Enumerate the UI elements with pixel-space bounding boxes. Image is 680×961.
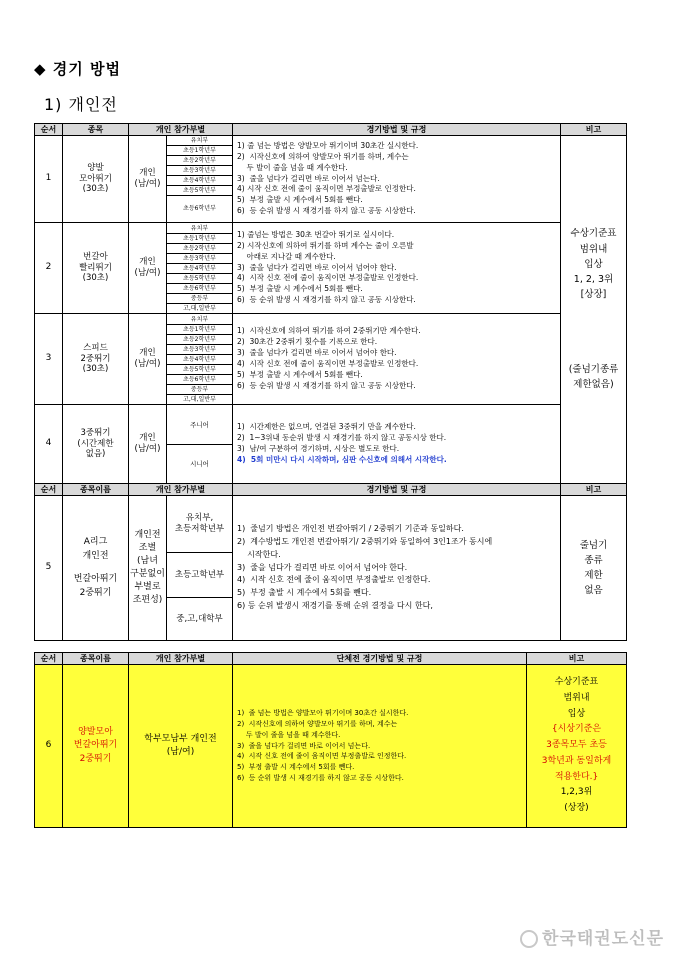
participant-line: (남/여) xyxy=(134,179,161,189)
participant-line: (남녀 xyxy=(137,555,158,566)
division: 유치부 xyxy=(167,315,232,325)
event-line: (30초) xyxy=(82,273,109,284)
remark-line: 범위내 xyxy=(563,692,590,703)
rule-line: 1) 줄 넘는 방법은 양발모아 뛰기이며 30초간 실시한다. xyxy=(237,709,409,718)
header-event: 종목이름 xyxy=(63,484,129,496)
division-line: 유치부, xyxy=(185,513,214,524)
row-participant xyxy=(129,665,233,828)
rule-line: 1) 줄넘기 방법은 개인전 번갈아뛰기 / 2중뛰기 기준과 동일하다. xyxy=(237,524,464,534)
division: 고,대,일반부 xyxy=(183,304,216,312)
remark-line: 줄넘기 xyxy=(579,539,608,551)
row-rules xyxy=(233,223,561,314)
rule-line: 6) 등 순위 발생 시 재경기를 하지 않고 공동 시상한다. xyxy=(237,380,416,390)
remark-line: [상장] xyxy=(580,289,607,301)
division: 초등5학년부 xyxy=(167,365,232,375)
division: 중,고,대학부 xyxy=(176,614,223,624)
event-line: 양발모아 xyxy=(78,726,113,737)
participant-line: 조편성) xyxy=(132,595,163,606)
rule-line: 2) 30초간 2중뛰기 횟수를 기록으로 한다. xyxy=(237,337,378,347)
header-participant: 개인 참가부별 xyxy=(129,484,233,496)
newspaper-watermark xyxy=(520,924,664,949)
participant-line: 개인 xyxy=(139,348,156,359)
header-rules: 경기방법 및 규정 xyxy=(233,484,561,496)
remark-line: 입상 xyxy=(584,258,603,270)
individual-events-table xyxy=(34,123,627,484)
event-line: 양발 xyxy=(87,163,104,174)
header-no: 순서 xyxy=(35,124,63,136)
row-event xyxy=(63,223,129,314)
row-no: 2 xyxy=(35,223,63,314)
division: 초등1학년부 xyxy=(167,146,232,156)
row-no: 1 xyxy=(35,136,63,223)
remark-line: 수상기준표 xyxy=(570,228,617,240)
watermark-text: 한국태권도신문 xyxy=(542,929,664,949)
section-subheading: 1) 개인전 xyxy=(44,95,118,114)
event-line: 모아뛰기 xyxy=(79,173,112,184)
remark-line: 범위내 xyxy=(579,243,608,255)
rule-line: 두 발이 줄을 넘을 때 계수한다. xyxy=(237,162,348,172)
division-line: 초등저학년부 xyxy=(174,524,225,534)
rule-line: 2) 시작신호에 의하여 뛰기를 하며 계수는 줄이 오른발 xyxy=(237,240,414,250)
row-event xyxy=(63,665,129,828)
division: 초등4학년부 xyxy=(167,355,232,365)
row-rules xyxy=(233,136,561,223)
participant-line: (남/여) xyxy=(134,359,161,369)
division: 초등2학년부 xyxy=(167,335,232,345)
event-line: 없음) xyxy=(85,449,106,460)
row-participant xyxy=(129,314,167,405)
participant-line: 개인 xyxy=(139,433,156,444)
event-line: (30초) xyxy=(82,184,109,195)
event-line: A리그 xyxy=(83,537,108,547)
header-rules: 경기방법 및 규정 xyxy=(233,124,561,136)
rule-line: 4) 시작 신호 전에 줄이 움직이면 부정출발로 인정한다. xyxy=(237,273,419,283)
rule-line: 시작한다. xyxy=(237,549,281,559)
rule-line: 아래로 지나갈 때 계수한다. xyxy=(237,251,336,261)
remark-line: 종류 xyxy=(584,554,603,566)
division: 중등부 xyxy=(167,294,232,304)
rule-line: 3) 줄을 넘다가 걸리면 바로 이어서 넘어야 한다. xyxy=(237,348,397,358)
rule-line: 2) 1~3위내 동순위 발생 시 재경기를 하지 않고 공동시상 한다. xyxy=(237,433,447,443)
rule-line: 4) 시작 신호 전에 줄이 움직이면 부정출발로 인정한다. xyxy=(237,359,419,368)
rule-line: 3) 줄을 넘다가 걸리면 바로 이어서 넘는다. xyxy=(237,741,371,750)
section-heading: ◆ 경기 방법 xyxy=(34,60,121,78)
row-rules xyxy=(233,665,527,828)
participant-line: (남/여) xyxy=(134,444,161,454)
remark-line: 1, 2, 3위 xyxy=(573,273,614,285)
row-no: 6 xyxy=(35,665,63,828)
row-divisions xyxy=(167,405,233,484)
row-participant xyxy=(129,223,167,314)
event-line: 번갈아뛰기 xyxy=(73,740,118,751)
rule-line: 5) 부정 출발 시 계수에서 5회를 뺀다. xyxy=(237,284,363,294)
division: 초등6학년부 xyxy=(183,205,216,212)
participant-line: 학부모남부 개인전 xyxy=(144,733,217,744)
rule-line: 5) 부정 출발 시 계수에서 5회를 뺀다. xyxy=(237,588,372,598)
rule-line: 5) 부정 출발 시 계수에서 5회를 뺀다. xyxy=(237,763,355,772)
row-event xyxy=(63,405,129,484)
division: 유치부 xyxy=(167,224,232,234)
rule-line: 1) 줄 넘는 방법은 양발모아 뛰기이며 30초간 실시한다. xyxy=(237,140,419,150)
row-remark xyxy=(527,665,627,828)
logo-icon xyxy=(520,930,538,948)
row-participant xyxy=(129,405,167,484)
row-no: 4 xyxy=(35,405,63,484)
remark-line: (줄넘기종류 xyxy=(568,364,619,376)
remark-line: 제한 xyxy=(584,570,603,581)
row-event xyxy=(63,314,129,405)
rule-line: 3) 남/여 구분하여 경기하며, 시상은 별도로 한다. xyxy=(237,444,400,453)
rule-line: 6) 등 순위 발생시 재경기를 통해 순위 결정을 다시 한다, xyxy=(237,600,433,610)
row-no: 3 xyxy=(35,314,63,405)
participant-line: 개인 xyxy=(139,257,156,268)
event-line: 번갈아뛰기 xyxy=(73,574,118,584)
division: 초등고학년부 xyxy=(167,553,232,598)
division: 초등6학년부 xyxy=(167,375,232,385)
division: 초등2학년부 xyxy=(167,244,232,254)
division: 초등5학년부 xyxy=(167,186,232,196)
rule-line: 1) 줄넘는 방법은 30초 번갈아 뛰기로 실시이다. xyxy=(237,229,395,239)
remark-line: 수상기준표 xyxy=(554,677,599,688)
rule-line-highlight: 4) 5회 미만시 다시 시작하며, 심판 수신호에 의해서 시작한다. xyxy=(237,454,447,464)
participant-line: (남/여) xyxy=(134,268,161,278)
row-participant xyxy=(129,136,167,223)
rule-line: 1) 시작신호에 의하여 뛰기를 하여 2중뛰기만 계수한다. xyxy=(237,326,421,336)
header-no: 순서 xyxy=(35,484,63,496)
division: 중등부 xyxy=(167,385,232,395)
event-line: 2중뛰기 xyxy=(80,353,111,364)
division: 초등4학년부 xyxy=(167,176,232,186)
table-row xyxy=(35,223,627,314)
table-row xyxy=(35,496,627,641)
division: 초등1학년부 xyxy=(167,234,232,244)
division: 주니어 xyxy=(167,406,232,445)
rule-line: 6) 등 순위 발생 시 재경기를 하지 않고 공동 시상한다. xyxy=(237,206,416,216)
header-event: 종목이름 xyxy=(63,653,129,665)
rule-line: 1) 시간제한은 없으며, 연결된 3중뛰기 만을 계수한다. xyxy=(237,422,416,432)
event-line: (30초) xyxy=(82,364,109,375)
rule-line: 2) 시작신호에 의하여 양발모아 뛰기를 하며, 계수는 xyxy=(237,719,398,728)
remark-line-red: 적용한다.} xyxy=(554,771,599,782)
header-event: 종목 xyxy=(63,124,129,136)
remark-line: 없음 xyxy=(584,585,603,597)
division: 시니어 xyxy=(190,459,209,468)
participant-line: 조별 xyxy=(138,542,157,553)
table-row xyxy=(35,314,627,405)
participant-line: (남/여) xyxy=(166,747,195,757)
table-header-row xyxy=(35,484,627,496)
rule-line: 6) 등 순위 발생 시 재경기를 하지 않고 공동 시상한다. xyxy=(237,295,416,305)
rule-line: 4) 시작 신호 전에 줄이 움직이면 부정출발로 인정한다. xyxy=(237,184,416,194)
event-line: 빨리뛰기 xyxy=(79,262,112,273)
remark-line: (상장) xyxy=(564,803,589,814)
header-remark: 비고 xyxy=(561,484,627,496)
row-rules xyxy=(233,314,561,405)
row-rules xyxy=(233,405,561,484)
division: 초등5학년부 xyxy=(167,274,232,284)
division: 초등3학년부 xyxy=(167,345,232,355)
division: 초등2학년부 xyxy=(167,156,232,166)
header-participant: 개인 참가부별 xyxy=(129,653,233,665)
header-remark: 비고 xyxy=(527,653,627,665)
row-remark xyxy=(561,496,627,641)
event-line: 스피드 xyxy=(83,343,108,354)
remark-line: 1,2,3위 xyxy=(560,787,593,798)
row-no: 5 xyxy=(35,496,63,641)
table-header-row xyxy=(35,653,627,665)
rule-line: 5) 부정 출발 시 계수에서 5회를 뺀다. xyxy=(237,195,363,205)
rule-line: 3) 줄을 넘다가 걸리면 바로 이어서 넘어야 한다. xyxy=(237,262,397,272)
division: 초등3학년부 xyxy=(167,254,232,264)
parent-event-table xyxy=(34,652,627,828)
league-event-table xyxy=(34,483,627,641)
row-divisions xyxy=(167,496,233,641)
remark-line-red: {시상기준은 xyxy=(551,724,602,735)
row-participant xyxy=(129,496,167,641)
rule-line: 5) 부정 출발 시 계수에서 5회를 뺀다. xyxy=(237,369,363,379)
event-line: 번갈아 xyxy=(83,252,108,263)
division: 초등1학년부 xyxy=(167,325,232,335)
event-line: 3중뛰기 xyxy=(80,428,111,439)
rule-line: 4) 시작 신호 전에 줄이 움직이면 부정출발로 인정한다. xyxy=(237,752,407,761)
row-rules xyxy=(233,496,561,641)
rule-line: 3) 줄을 넘다가 걸리면 바로 이어서 넘어야 한다. xyxy=(237,562,408,572)
remark-line: 입상 xyxy=(567,708,586,719)
table-header-row xyxy=(35,124,627,136)
table-row xyxy=(35,136,627,223)
table-row xyxy=(35,405,627,484)
rule-line: 2) 계수방법도 개인전 번갈아뛰기/ 2중뛰기와 동일하여 3인1조가 동시에 xyxy=(237,537,493,546)
division: 초등3학년부 xyxy=(167,166,232,176)
remark-line: 제한없음) xyxy=(573,379,614,391)
division xyxy=(167,496,232,553)
rule-line: 4) 시작 신호 전에 줄이 움직이면 부정출발로 인정한다. xyxy=(237,575,431,585)
header-no: 순서 xyxy=(35,653,63,665)
division: 초등6학년부 xyxy=(167,284,232,294)
row-remark xyxy=(561,136,627,484)
row-event xyxy=(63,136,129,223)
header-rules: 단체전 경기방법 및 규정 xyxy=(233,653,527,665)
row-event xyxy=(63,496,129,641)
event-line: (시간제한 xyxy=(77,438,114,449)
table-row xyxy=(35,665,627,828)
event-line: 2중뛰기 xyxy=(79,753,112,764)
remark-line-red: 3학년과 동일하게 xyxy=(541,755,612,766)
participant-line: 부별로 xyxy=(134,582,161,593)
event-line: 2중뛰기 xyxy=(79,587,112,598)
row-divisions xyxy=(167,136,233,223)
rule-line: 2) 시작신호에 의하여 양발모아 뛰기를 하며, 계수는 xyxy=(237,151,409,161)
participant-line: 개인 xyxy=(139,168,156,179)
row-divisions xyxy=(167,314,233,405)
rule-line: 두 발이 줄을 넘을 때 계수한다. xyxy=(237,730,341,739)
remark-line-red: 3종목모두 초등 xyxy=(546,740,607,751)
rule-line: 3) 줄을 넘다가 걸리면 바로 이어서 넘는다. xyxy=(237,173,380,183)
division: 고,대,일반부 xyxy=(183,395,216,403)
participant-line: 구분없이 xyxy=(130,569,165,579)
header-remark: 비고 xyxy=(561,124,627,136)
division: 초등4학년부 xyxy=(167,264,232,274)
row-divisions xyxy=(167,223,233,314)
rule-line: 6) 등 순위 발생 시 재경기를 하지 않고 공동 시상한다. xyxy=(237,774,404,783)
header-participant: 개인 참가부별 xyxy=(129,124,233,136)
participant-line: 개인전 xyxy=(134,529,161,540)
event-line: 개인전 xyxy=(82,550,109,561)
division: 유치부 xyxy=(167,136,232,146)
